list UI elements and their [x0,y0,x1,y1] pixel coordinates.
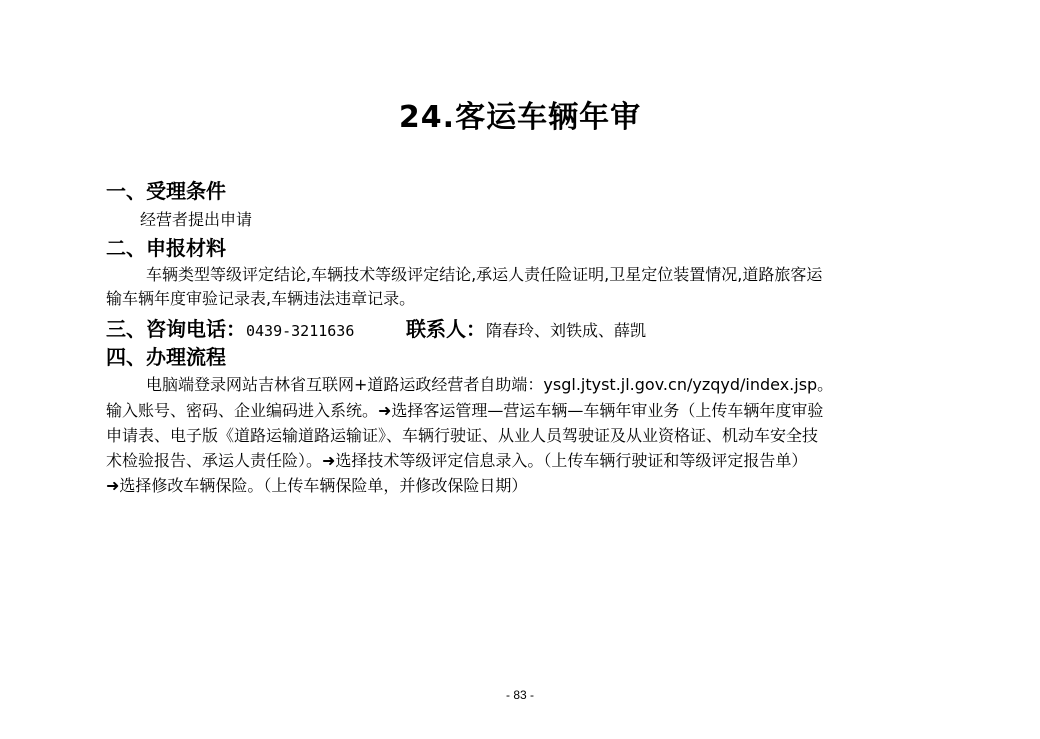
section-body-materials-line2: 输车辆年度审验记录表,车辆违法违章记录。 [106,289,416,308]
procedure-line4: 术检验报告、承运人责任险）。➜选择技术等级评定信息录入。（上传车辆行驶证和等级评定报告单） [106,451,808,470]
procedure-line2: 输入账号、密码、企业编码进入系统。➜选择客运管理—营运车辆—车辆年审业务（上传车辆年度审验 [106,401,824,420]
section-heading-acceptance-conditions: 一、受理条件 [106,179,226,203]
document-title: 24.客运车辆年审 [398,100,642,135]
section-body-acceptance-conditions: 经营者提出申请 [140,210,253,229]
consult-phone-number: 0439-3211636 [246,322,355,340]
procedure-line5: ➜选择修改车辆保险。（上传车辆保险单，并修改保险日期） [106,476,528,495]
section-heading-application-materials: 二、申报材料 [106,236,226,260]
section-body-materials-line1: 车辆类型等级评定结论,车辆技术等级评定结论,承运人责任险证明,卫星定位装置情况,道路旅客运 [146,265,823,284]
procedure-line1: 电脑端登录网站吉林省互联网+道路运政经营者自助端：ysgl.jtyst.jl.gov.cn/yzqyd/index.jsp。 [146,375,834,394]
contact-person-label: 联系人： [406,317,486,341]
procedure-line3: 申请表、电子版《道路运输道路运输证》、车辆行驶证、从业人员驾驶证及从业资格证、机动车安全技 [106,426,819,445]
section-heading-procedure: 四、办理流程 [106,345,226,369]
contact-row [106,316,646,344]
section-heading-consult-phone: 三、咨询电话： [106,317,246,341]
page-number: - 83 - [505,688,534,702]
contact-person-names: 隋春玲、刘铁成、薛凯 [486,321,647,340]
